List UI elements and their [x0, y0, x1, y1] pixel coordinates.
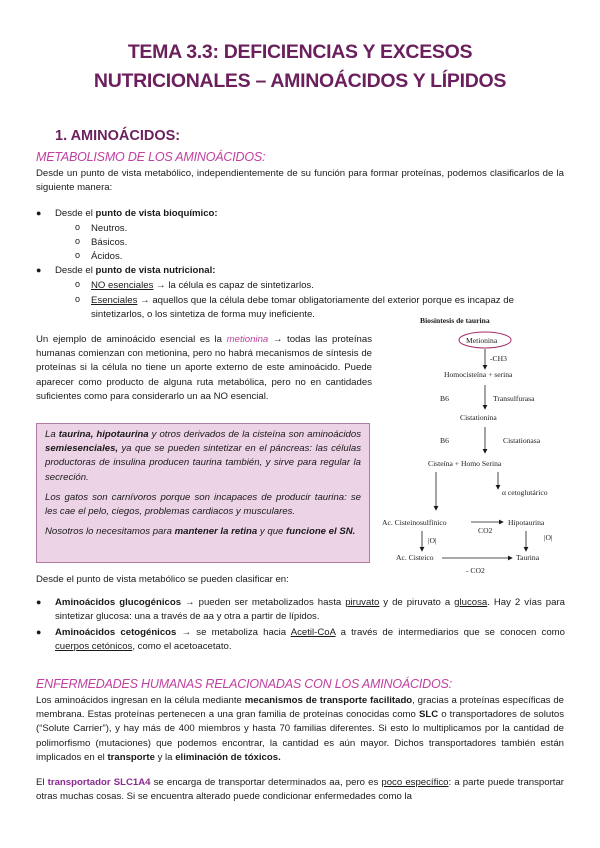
title-line-1: TEMA 3.3: DEFICIENCIAS Y EXCESOS [127, 41, 473, 63]
co2a-label: CO2 [478, 526, 493, 535]
box-paragraph-3: Nosotros lo necesitamos para mantener la retina y que funcione el SN. [45, 526, 356, 538]
transport-paragraph: Los aminoácidos ingresan en la célula mediante mecanismos de transporte facilitado, gracias a proteínas específicas de membrana. Estas proteínas pertenecen a una gran familia de proteínas conocidas como SLC o transportadores de solutos (“Solute Carrier”), y hay más de 400 miembros y hasta 70 familias diferentes. Si esto lo multiplicamos por la cantidad de polimorfismo (mutaciones) que podemos encontrar, la cantidad es aún mayor. Dichos transportadores también están implicados en el transporte y la eliminación de tóxicos. [36, 695, 565, 763]
intro-paragraph: Desde un punto de vista metabólico, independientemente de su función para formar proteínas, podemos clasificarlos de la siguiente manera: [36, 168, 564, 194]
bullet-icon: ● [36, 597, 42, 607]
title-line-2: NUTRICIONALES – AMINOÁCIDOS Y LÍPIDOS [93, 70, 507, 92]
box-paragraph-1: La taurina, hipotaurina y otros derivados de la cisteína son aminoácidos semiesenciales, ya que se pueden sintetizar en el páncreas: las células productoras de insulina producen taurina también, y sirve para regular la secreción. [45, 429, 361, 483]
cistationasa-label: Cistationasa [503, 436, 541, 445]
co2b-label: - CO2 [466, 566, 485, 575]
o2-label: |O| [544, 533, 553, 542]
nut-item-no-esenciales: NO esenciales → la célula es capaz de sintetizarlos. [91, 280, 314, 291]
subheading-enfermedades: ENFERMEDADES HUMANAS RELACIONADAS CON LOS AMINOÁCIDOS: [36, 677, 452, 691]
nut-item-esenciales: Esenciales → aquellos que la célula debe tomar obligatoriamente del exterior porque es incapaz de sintetizarlos, o los sintetiza de forma muy ineficiente. [91, 295, 514, 320]
o1-label: |O| [428, 536, 437, 545]
b6-label: B6 [440, 394, 449, 403]
document-title [0, 38, 600, 96]
subheading-metabolismo: METABOLISMO DE LOS AMINOÁCIDOS: [36, 150, 266, 164]
bullet-icon: ● [36, 265, 42, 275]
circle-bullet-icon: o [75, 294, 81, 304]
ch3-label: -CH3 [490, 354, 507, 363]
bullet-icon: ● [36, 208, 42, 218]
section-heading-aminoacidos: 1. AMINOÁCIDOS: [55, 128, 181, 144]
cetoglutarico-label: α cetoglutárico [502, 488, 548, 497]
bullet-cetogenicos: Aminoácidos cetogénicos → se metaboliza hacia Acetil-CoA a través de intermediarios que se conocen como cuerpos cetónicos, como el acetoacetato. [55, 627, 565, 653]
classif-intro: Desde el punto de vista metabólico se pueden clasificar en: [36, 574, 289, 585]
bio-item-acidos: Ácidos. [91, 251, 123, 262]
circle-bullet-icon: o [75, 236, 81, 246]
metionina-paragraph: Un ejemplo de aminoácido esencial es la metionina → todas las proteínas humanas comienzan con metionina, pero no habrá mecanismos de síntesis de proteínas si la célula no tiene un aporte externo de este aminoácido. Puede aparecer como producto de alguna ruta metabólica, pero no en cantidades suficientes como para considerarlo un aa NO esencial. [36, 334, 372, 402]
ac-cisteinosulfinico-label: Ac. Cisteinosulfínico [382, 518, 447, 527]
bio-item-basicos: Básicos. [91, 237, 128, 248]
metionina-label: Metionina [466, 336, 498, 345]
taurina-biosynthesis-diagram [378, 315, 590, 580]
bullet-glucogenicos: Aminoácidos glucogénicos → pueden ser metabolizados hasta piruvato y de piruvato a glucosa. Hay 2 vías para sintetizar glucosa: una a través de aa y otra a partir de lípidos. [55, 597, 565, 623]
diagram-title: Biosíntesis de taurina [420, 316, 490, 325]
b6b-label: B6 [440, 436, 449, 445]
circle-bullet-icon: o [75, 222, 81, 232]
homocisteina-label: Homocisteína + serina [444, 370, 513, 379]
box-paragraph-2: Los gatos son carnívoros porque son incapaces de producir taurina: se les cae el pelo, ciegos, problemas cardiacos y musculares. [45, 491, 361, 518]
taurina-label: Taurina [516, 553, 540, 562]
hipotaurina-label: Hipotaurina [508, 518, 545, 527]
bullet-bioquimico: Desde el punto de vista bioquímico: [55, 208, 218, 219]
cisteina-label: Cisteína + Homo Serina [428, 459, 502, 468]
ac-cisteico-label: Ac. Cisteico [396, 553, 434, 562]
bullet-icon: ● [36, 627, 42, 637]
cistationina-label: Cistationina [460, 413, 497, 422]
bio-item-neutros: Neutros. [91, 223, 128, 234]
taurina-callout-box [36, 423, 370, 563]
slc1a4-paragraph: El transportador SLC1A4 se encarga de transportar determinados aa, pero es poco específico: a parte puede transportar otras muchas cosas. Si se encuentra alterado puede condicionar enfermedades como la [36, 777, 564, 803]
circle-bullet-icon: o [75, 250, 81, 260]
bullet-nutricional: Desde el punto de vista nutricional: [55, 265, 216, 276]
transulfurasa-label: Transulfurasa [493, 394, 535, 403]
circle-bullet-icon: o [75, 279, 81, 289]
